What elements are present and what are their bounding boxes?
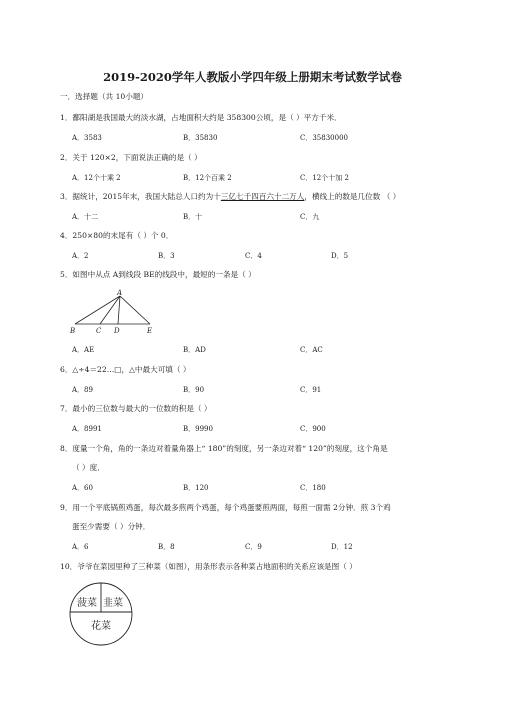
question-3-option-c: C．九 <box>300 213 320 221</box>
question-5-option-b: B．AD <box>183 346 206 354</box>
figure-label-a: A <box>117 289 123 297</box>
question-8-option-b: B．120 <box>183 484 209 492</box>
question-9-option-c: C．9 <box>245 543 262 551</box>
figure-label-cauliflower: 花菜 <box>91 621 111 632</box>
question-7-option-b: B．9990 <box>183 425 213 433</box>
question-9-option-a: A．6 <box>72 543 89 551</box>
question-7-stem: 7．最小的三位数与最大的一位数的积是（ ） <box>60 404 212 413</box>
question-3-option-a: A．十二 <box>72 213 99 221</box>
question-6-option-c: C．91 <box>300 386 322 394</box>
section-heading: 一．选择题（共 10小题） <box>60 92 149 101</box>
question-3-stem <box>60 192 400 202</box>
question-5-stem: 5．如图中从点 A到线段 BE的线段中，最短的一条是（ ） <box>60 270 256 279</box>
figure-label-d: D <box>114 327 120 335</box>
question-3-stem-start: 3．据统计，2015年末，我国大陆总人口约为十 <box>60 192 221 201</box>
question-3-underlined-number: 三亿七千四百六十二万人 <box>220 192 305 201</box>
question-2-stem: 2．关于 120×2，下面说法正确的是（ ） <box>60 153 202 162</box>
question-4-option-b: B．3 <box>158 252 175 260</box>
question-2-option-a: A．12个十乘 2 <box>72 174 121 182</box>
figure-label-c: C <box>96 327 102 335</box>
question-9-option-d: D．12 <box>331 543 353 551</box>
question-5-option-a: A．AE <box>72 346 95 354</box>
question-8-stem: 8．度量一个角，角的一条边对着量角器上“ 180”的刻度，另一条边对着“ 120”的刻度，这个角是 <box>60 444 388 453</box>
figure-label-b: B <box>70 327 76 335</box>
question-10-stem: 10．爷爷在菜园里种了三种菜（如图），用条形表示各种菜占地面积的关系应该是图（ ） <box>60 562 357 571</box>
question-8-option-c: C．180 <box>300 484 326 492</box>
figure-label-chives: 韭菜 <box>103 598 123 609</box>
question-2-option-b: B．12个百乘 2 <box>183 174 232 182</box>
question-4-option-d: D．5 <box>331 252 349 260</box>
question-4-stem: 4．250×80的末尾有（ ）个 0． <box>60 231 174 240</box>
question-1-option-c: C．35830000 <box>300 134 348 142</box>
figure-label-e: E <box>147 327 153 335</box>
question-5-triangle-figure <box>66 289 166 337</box>
question-9-stem-continued: 蛋至少需要（ ）分钟． <box>72 522 151 531</box>
question-1-option-b: B．35830 <box>183 134 218 142</box>
question-6-option-b: B．90 <box>183 386 205 394</box>
figure-label-spinach: 菠菜 <box>77 598 97 609</box>
question-2-option-c: C．12个十加 2 <box>300 174 349 182</box>
question-6-stem: 6．△÷4＝22…□，△中最大可填（ ） <box>60 365 191 374</box>
question-4-option-c: C．4 <box>245 252 262 260</box>
question-8-option-a: A．60 <box>72 484 93 492</box>
question-9-stem: 9．用一个平底锅煎鸡蛋，每次最多煎两个鸡蛋，每个鸡蛋要煎两面，每煎一面需 2分钟．煎 3个鸡 <box>60 503 391 512</box>
question-1-option-a: A．3583 <box>72 134 102 142</box>
exam-title: 2019-2020学年人教版小学四年级上册期末考试数学试卷 <box>103 70 402 84</box>
question-7-option-c: C．900 <box>300 425 326 433</box>
question-7-option-a: A．8991 <box>72 425 102 433</box>
question-5-option-c: C．AC <box>300 346 323 354</box>
question-10-vegetable-garden-figure <box>66 579 138 649</box>
question-3-stem-end: ，横线上的数是几位数 （ ） <box>304 192 401 201</box>
question-6-option-a: A．89 <box>72 386 93 394</box>
question-1-stem: 1．鄱阳湖是我国最大的淡水湖，占地面积大约是 358300公顷，是（ ）平方千米． <box>60 113 342 122</box>
question-4-option-a: A．2 <box>72 252 89 260</box>
question-3-option-b: B．十 <box>183 213 203 221</box>
question-8-stem-continued: （ ）度． <box>72 463 105 472</box>
question-9-option-b: B．8 <box>158 543 175 551</box>
